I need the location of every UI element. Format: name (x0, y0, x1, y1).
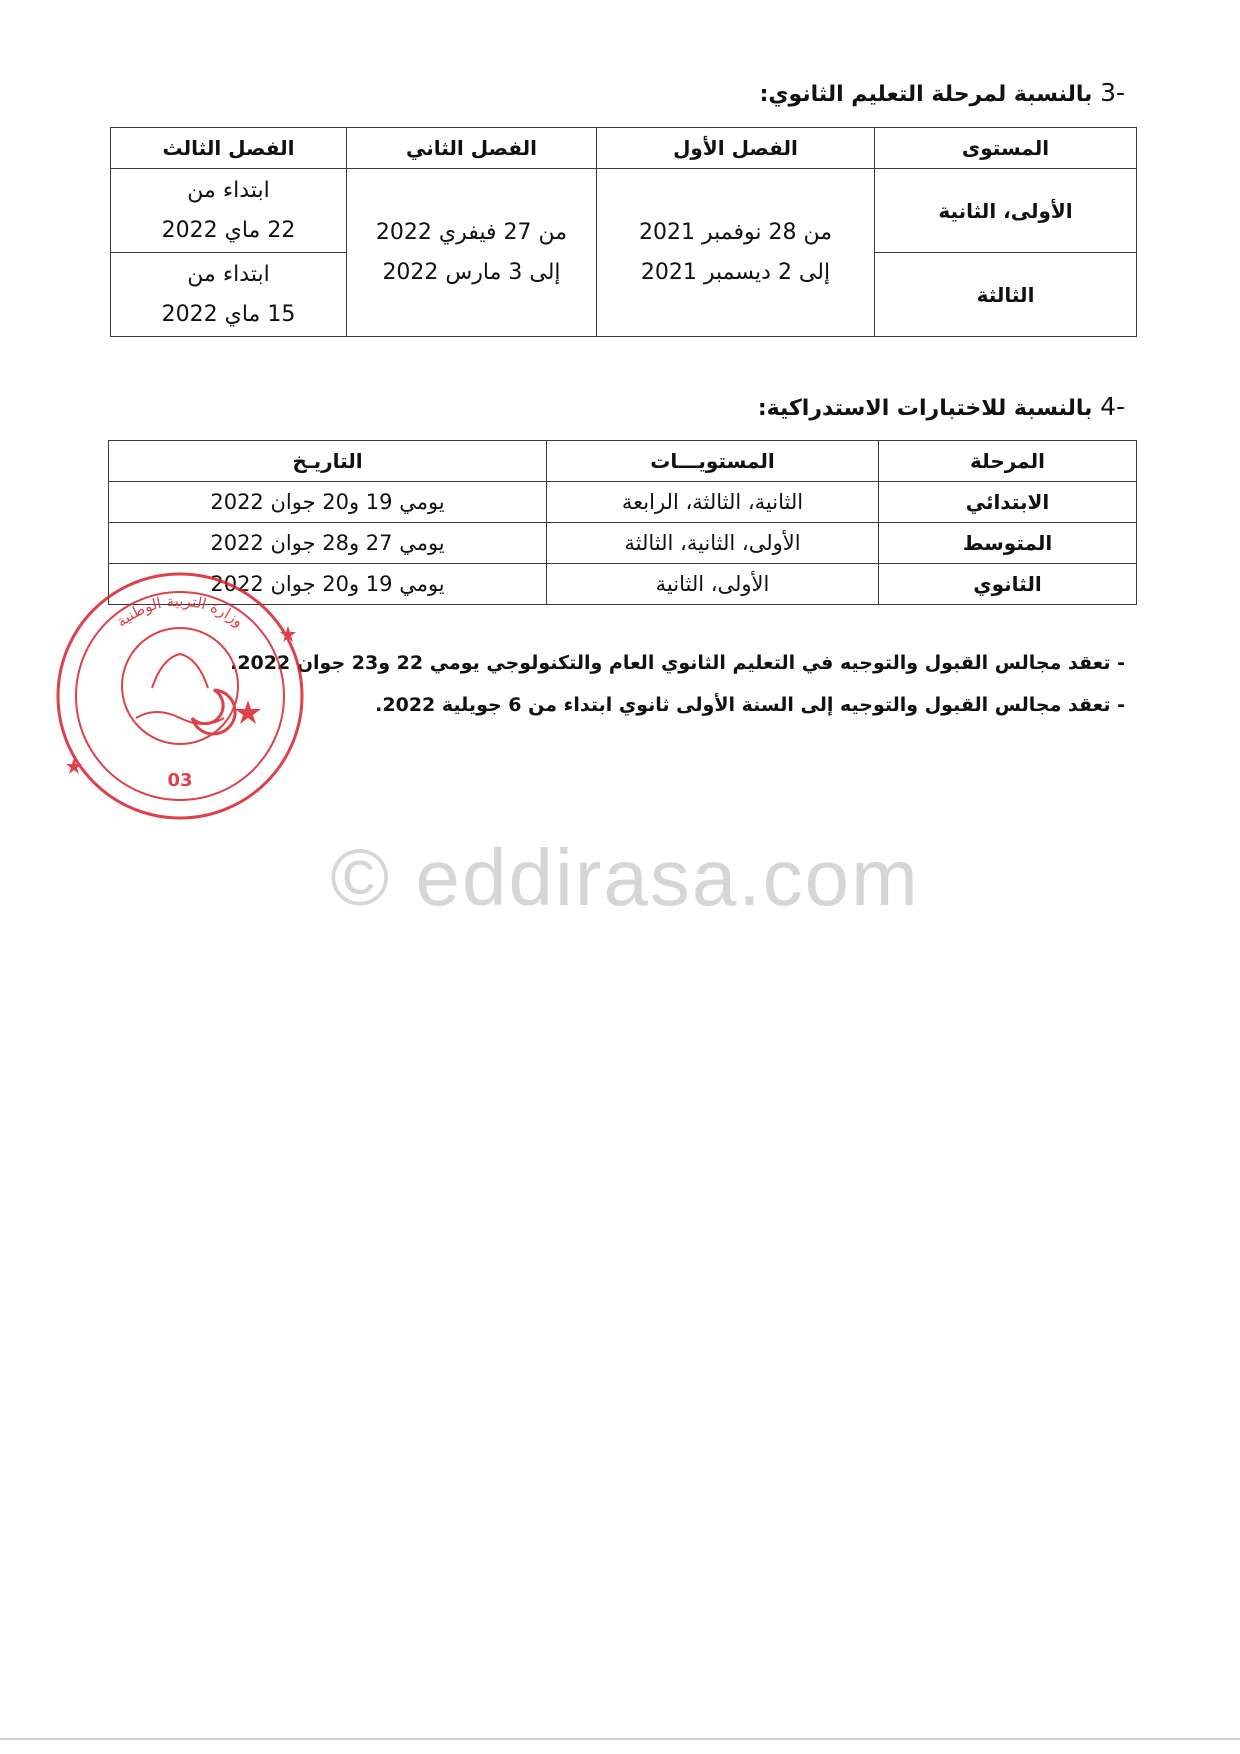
table-header-row (109, 441, 1137, 482)
first-term-from: من 28 نوفمبر 2021 (638, 219, 833, 245)
first-term-to: إلى 2 ديسمبر 2021 (640, 259, 831, 285)
third-term-label: ابتداء من (187, 261, 270, 287)
stage-cell: الثانوي (879, 564, 1137, 605)
header-first-term: الفصل الأول (597, 128, 875, 169)
notes-list (225, 642, 1125, 726)
note-item: - تعقد مجالس القبول والتوجيه في التعليم الثانوي العام والتكنولوجي يومي 22 و23 جوان 2022. (230, 652, 1125, 674)
level-cell: الثالثة (875, 253, 1137, 337)
table-row (111, 169, 1137, 253)
level-cell: الأولى، الثانية (875, 169, 1137, 253)
secondary-exam-schedule-table (110, 127, 1137, 337)
third-term-label: ابتداء من (187, 177, 270, 203)
stage-cell: الابتدائي (879, 482, 1137, 523)
table-row (109, 523, 1137, 564)
watermark: © eddirasa.com (330, 833, 920, 922)
second-term-from: من 27 فيفري 2022 (375, 219, 568, 245)
date-cell: يومي 19 و20 جوان 2022 (109, 564, 547, 605)
levels-cell: الأولى، الثانية، الثالثة (547, 523, 879, 564)
section-4-heading (758, 392, 1125, 421)
section-4-title: بالنسبة للاختبارات الاستدراكية: (757, 396, 1093, 421)
header-third-term: الفصل الثالث (111, 128, 347, 169)
table-header-row (111, 128, 1137, 169)
svg-text:وزارة التربية الوطنية: وزارة التربية الوطنية (112, 591, 248, 631)
third-term-cell (111, 169, 347, 253)
levels-cell: الثانية، الثالثة، الرابعة (547, 482, 879, 523)
page-edge-divider (0, 1738, 1240, 1740)
second-term-cell (347, 169, 597, 337)
header-levels: المستويـــات (547, 441, 879, 482)
header-stage: المرحلة (879, 441, 1137, 482)
first-term-cell (597, 169, 875, 337)
header-level: المستوى (875, 128, 1137, 169)
levels-cell: الأولى، الثانية (547, 564, 879, 605)
section-4-number: -4 (1100, 392, 1125, 421)
section-3-heading (760, 78, 1125, 107)
third-term-date: 22 ماي 2022 (161, 217, 296, 243)
section-3-number: -3 (1100, 78, 1125, 107)
second-term-to: إلى 3 مارس 2022 (382, 259, 561, 285)
header-date: التاريـخ (109, 441, 547, 482)
table-row (109, 482, 1137, 523)
svg-text:03: 03 (167, 770, 193, 791)
third-term-cell (111, 253, 347, 337)
stage-cell: المتوسط (879, 523, 1137, 564)
header-second-term: الفصل الثاني (347, 128, 597, 169)
section-3-title: بالنسبة لمرحلة التعليم الثانوي: (759, 82, 1093, 107)
date-cell: يومي 19 و20 جوان 2022 (109, 482, 547, 523)
note-item: - تعقد مجالس القبول والتوجيه إلى السنة الأولى ثانوي ابتداء من 6 جويلية 2022. (375, 694, 1125, 716)
third-term-date: 15 ماي 2022 (161, 301, 296, 327)
official-stamp-icon (52, 568, 308, 824)
date-cell: يومي 27 و28 جوان 2022 (109, 523, 547, 564)
